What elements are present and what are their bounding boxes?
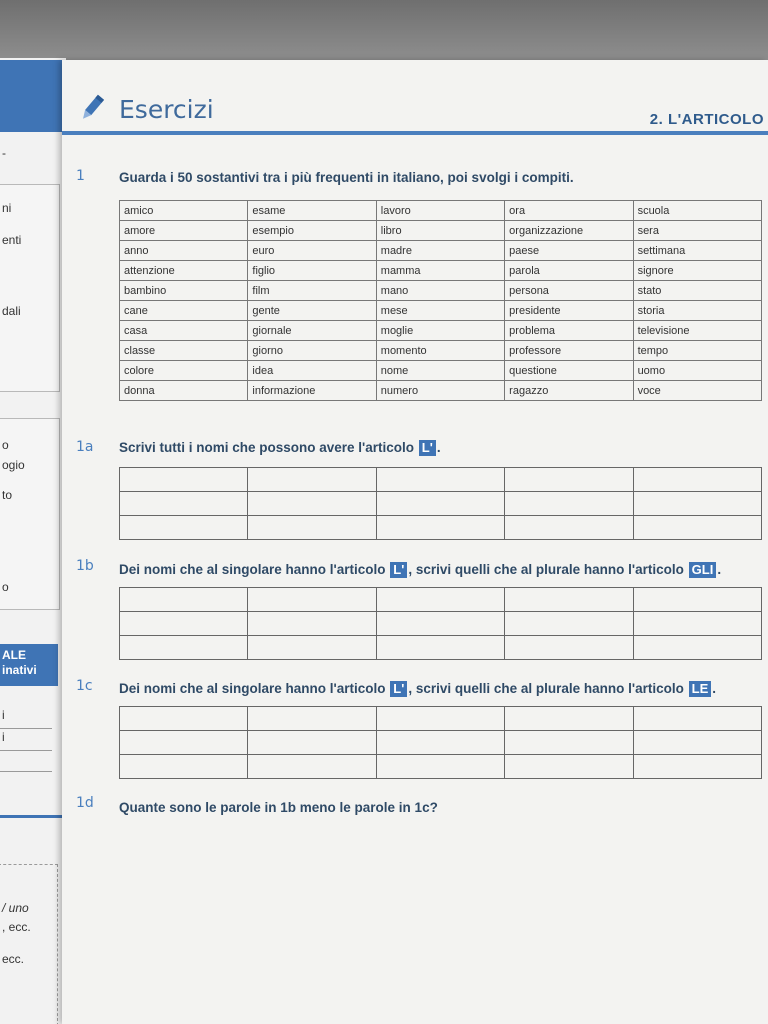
answer-cell[interactable] bbox=[120, 636, 248, 660]
answer-cell[interactable] bbox=[376, 588, 504, 612]
pencil-icon bbox=[76, 92, 108, 124]
noun-cell: uomo bbox=[633, 361, 761, 381]
instruction-text: Dei nomi che al singolare hanno l'articolo bbox=[119, 562, 386, 577]
left-fragment: o bbox=[2, 438, 9, 452]
noun-cell: ragazzo bbox=[505, 381, 633, 401]
exercise-instruction bbox=[119, 440, 441, 456]
noun-cell: lavoro bbox=[376, 201, 504, 221]
table-row bbox=[120, 341, 762, 361]
answer-cell[interactable] bbox=[505, 492, 633, 516]
exercise-number: 1c bbox=[76, 678, 93, 694]
instruction-text: . bbox=[717, 562, 722, 577]
answer-cell[interactable] bbox=[248, 468, 376, 492]
article-tag: LE bbox=[689, 681, 712, 697]
article-tag: L' bbox=[390, 562, 407, 578]
noun-cell: settimana bbox=[633, 241, 761, 261]
table-row bbox=[120, 261, 762, 281]
noun-cell: voce bbox=[633, 381, 761, 401]
answer-row bbox=[120, 492, 762, 516]
noun-cell: scuola bbox=[633, 201, 761, 221]
instruction-text: Dei nomi che al singolare hanno l'articolo bbox=[119, 681, 386, 696]
answer-cell[interactable] bbox=[248, 636, 376, 660]
left-fragment: - bbox=[2, 146, 6, 160]
noun-cell: euro bbox=[248, 241, 376, 261]
noun-cell: momento bbox=[376, 341, 504, 361]
article-tag: L' bbox=[390, 681, 407, 697]
title-rule bbox=[62, 131, 768, 135]
table-row bbox=[120, 321, 762, 341]
answer-cell[interactable] bbox=[120, 516, 248, 540]
noun-cell: nome bbox=[376, 361, 504, 381]
answer-cell[interactable] bbox=[376, 612, 504, 636]
noun-cell: tempo bbox=[633, 341, 761, 361]
noun-cell: stato bbox=[633, 281, 761, 301]
answer-cell[interactable] bbox=[505, 468, 633, 492]
noun-cell: numero bbox=[376, 381, 504, 401]
answer-cell[interactable] bbox=[633, 492, 761, 516]
noun-cell: bambino bbox=[120, 281, 248, 301]
table-row bbox=[120, 381, 762, 401]
table-row bbox=[120, 361, 762, 381]
noun-cell: ora bbox=[505, 201, 633, 221]
noun-cell: esempio bbox=[248, 221, 376, 241]
answer-row bbox=[120, 588, 762, 612]
left-fragment: , ecc. bbox=[2, 920, 31, 934]
answer-cell[interactable] bbox=[633, 636, 761, 660]
table-row bbox=[120, 281, 762, 301]
left-rule bbox=[0, 750, 52, 751]
noun-cell: casa bbox=[120, 321, 248, 341]
answer-row bbox=[120, 731, 762, 755]
worksheet-page bbox=[62, 60, 768, 1024]
answer-row bbox=[120, 612, 762, 636]
noun-cell: mese bbox=[376, 301, 504, 321]
answer-cell[interactable] bbox=[633, 612, 761, 636]
left-header-line: ALE bbox=[2, 648, 26, 662]
answer-cell[interactable] bbox=[248, 492, 376, 516]
left-page-blue-band bbox=[0, 60, 66, 132]
instruction-text: . bbox=[712, 681, 717, 696]
answer-row bbox=[120, 707, 762, 731]
answer-cell[interactable] bbox=[505, 707, 633, 731]
left-fragment: o bbox=[2, 580, 9, 594]
noun-cell: moglie bbox=[376, 321, 504, 341]
noun-cell: amico bbox=[120, 201, 248, 221]
noun-cell: libro bbox=[376, 221, 504, 241]
exercise-number: 1d bbox=[76, 795, 94, 811]
answer-grid-1c bbox=[119, 706, 762, 779]
table-row bbox=[120, 221, 762, 241]
noun-cell: colore bbox=[120, 361, 248, 381]
answer-cell[interactable] bbox=[120, 612, 248, 636]
article-tag: GLI bbox=[689, 562, 717, 578]
noun-cell: presidente bbox=[505, 301, 633, 321]
answer-cell[interactable] bbox=[120, 731, 248, 755]
answer-cell[interactable] bbox=[248, 707, 376, 731]
answer-cell[interactable] bbox=[248, 516, 376, 540]
answer-cell[interactable] bbox=[633, 516, 761, 540]
noun-cell: film bbox=[248, 281, 376, 301]
answer-cell[interactable] bbox=[376, 468, 504, 492]
left-dashed-box bbox=[0, 864, 58, 1024]
instruction-text: , scrivi quelli che al plurale hanno l'articolo bbox=[408, 681, 684, 696]
noun-cell: problema bbox=[505, 321, 633, 341]
left-fragment: enti bbox=[2, 233, 22, 247]
noun-cell: mano bbox=[376, 281, 504, 301]
exercise-instruction bbox=[119, 681, 716, 697]
scan-background bbox=[0, 0, 768, 62]
left-fragment: to bbox=[2, 488, 13, 502]
noun-cell: amore bbox=[120, 221, 248, 241]
answer-row bbox=[120, 636, 762, 660]
answer-cell[interactable] bbox=[248, 755, 376, 779]
answer-cell[interactable] bbox=[248, 731, 376, 755]
left-fragment: / uno bbox=[2, 901, 29, 915]
answer-cell[interactable] bbox=[120, 492, 248, 516]
left-page bbox=[0, 58, 66, 1024]
noun-cell: storia bbox=[633, 301, 761, 321]
noun-cell: cane bbox=[120, 301, 248, 321]
noun-cell: persona bbox=[505, 281, 633, 301]
noun-cell: paese bbox=[505, 241, 633, 261]
table-row bbox=[120, 241, 762, 261]
left-fragment: ogio bbox=[2, 458, 25, 472]
answer-cell[interactable] bbox=[376, 516, 504, 540]
noun-cell: madre bbox=[376, 241, 504, 261]
left-fragment: ecc. bbox=[2, 952, 25, 966]
noun-cell: esame bbox=[248, 201, 376, 221]
answer-cell[interactable] bbox=[505, 755, 633, 779]
answer-cell[interactable] bbox=[505, 612, 633, 636]
answer-cell[interactable] bbox=[120, 468, 248, 492]
answer-cell[interactable] bbox=[505, 636, 633, 660]
noun-cell: gente bbox=[248, 301, 376, 321]
noun-cell: anno bbox=[120, 241, 248, 261]
instruction-text: , scrivi quelli che al plurale hanno l'articolo bbox=[408, 562, 684, 577]
noun-cell: sera bbox=[633, 221, 761, 241]
noun-cell: figlio bbox=[248, 261, 376, 281]
page-title: Esercizi bbox=[119, 95, 214, 124]
answer-row bbox=[120, 755, 762, 779]
answer-cell[interactable] bbox=[633, 731, 761, 755]
answer-cell[interactable] bbox=[633, 755, 761, 779]
unit-title: 2. L'ARTICOLO bbox=[649, 111, 764, 128]
exercise-instruction bbox=[119, 562, 721, 578]
noun-cell: classe bbox=[120, 341, 248, 361]
answer-row bbox=[120, 516, 762, 540]
left-fragment: i bbox=[2, 708, 5, 722]
answer-cell[interactable] bbox=[120, 588, 248, 612]
noun-cell: mamma bbox=[376, 261, 504, 281]
answer-cell[interactable] bbox=[505, 516, 633, 540]
answer-cell[interactable] bbox=[376, 731, 504, 755]
noun-cell: informazione bbox=[248, 381, 376, 401]
answer-row bbox=[120, 468, 762, 492]
answer-cell[interactable] bbox=[633, 707, 761, 731]
left-fragment: i bbox=[2, 730, 5, 744]
answer-cell[interactable] bbox=[120, 755, 248, 779]
instruction-text: . bbox=[436, 440, 441, 455]
table-row bbox=[120, 301, 762, 321]
answer-cell[interactable] bbox=[248, 612, 376, 636]
noun-cell: donna bbox=[120, 381, 248, 401]
answer-cell[interactable] bbox=[376, 707, 504, 731]
noun-cell: questione bbox=[505, 361, 633, 381]
answer-cell[interactable] bbox=[376, 636, 504, 660]
exercise-instruction: Guarda i 50 sostantivi tra i più frequenti in italiano, poi svolgi i compiti. bbox=[119, 170, 574, 185]
noun-cell: professore bbox=[505, 341, 633, 361]
left-page-box bbox=[0, 184, 60, 392]
answer-cell[interactable] bbox=[633, 468, 761, 492]
noun-cell: televisione bbox=[633, 321, 761, 341]
instruction-text: Scrivi tutti i nomi che possono avere l'articolo bbox=[119, 440, 415, 455]
table-row bbox=[120, 201, 762, 221]
left-rule bbox=[0, 771, 52, 772]
article-tag: L' bbox=[419, 440, 436, 456]
answer-cell[interactable] bbox=[376, 492, 504, 516]
answer-cell[interactable] bbox=[505, 588, 633, 612]
noun-cell: giorno bbox=[248, 341, 376, 361]
answer-cell[interactable] bbox=[120, 707, 248, 731]
answer-cell[interactable] bbox=[376, 755, 504, 779]
noun-cell: idea bbox=[248, 361, 376, 381]
left-header-line: inativi bbox=[2, 663, 37, 677]
noun-cell: attenzione bbox=[120, 261, 248, 281]
answer-cell[interactable] bbox=[633, 588, 761, 612]
answer-grid-1a bbox=[119, 467, 762, 540]
noun-cell: giornale bbox=[248, 321, 376, 341]
left-blue-rule bbox=[0, 815, 66, 818]
noun-cell: organizzazione bbox=[505, 221, 633, 241]
exercise-number: 1b bbox=[76, 558, 94, 574]
nouns-table bbox=[119, 200, 762, 401]
answer-cell[interactable] bbox=[505, 731, 633, 755]
left-page-blue-header bbox=[0, 644, 58, 686]
answer-grid-1b bbox=[119, 587, 762, 660]
answer-cell[interactable] bbox=[248, 588, 376, 612]
left-fragment: dali bbox=[2, 304, 21, 318]
left-page-box bbox=[0, 418, 60, 610]
left-fragment: ni bbox=[2, 201, 12, 215]
noun-cell: parola bbox=[505, 261, 633, 281]
left-rule bbox=[0, 728, 52, 729]
exercise-number: 1a bbox=[76, 439, 94, 455]
noun-cell: signore bbox=[633, 261, 761, 281]
exercise-number: 1 bbox=[76, 168, 85, 184]
exercise-instruction: Quante sono le parole in 1b meno le parole in 1c? bbox=[119, 800, 438, 815]
